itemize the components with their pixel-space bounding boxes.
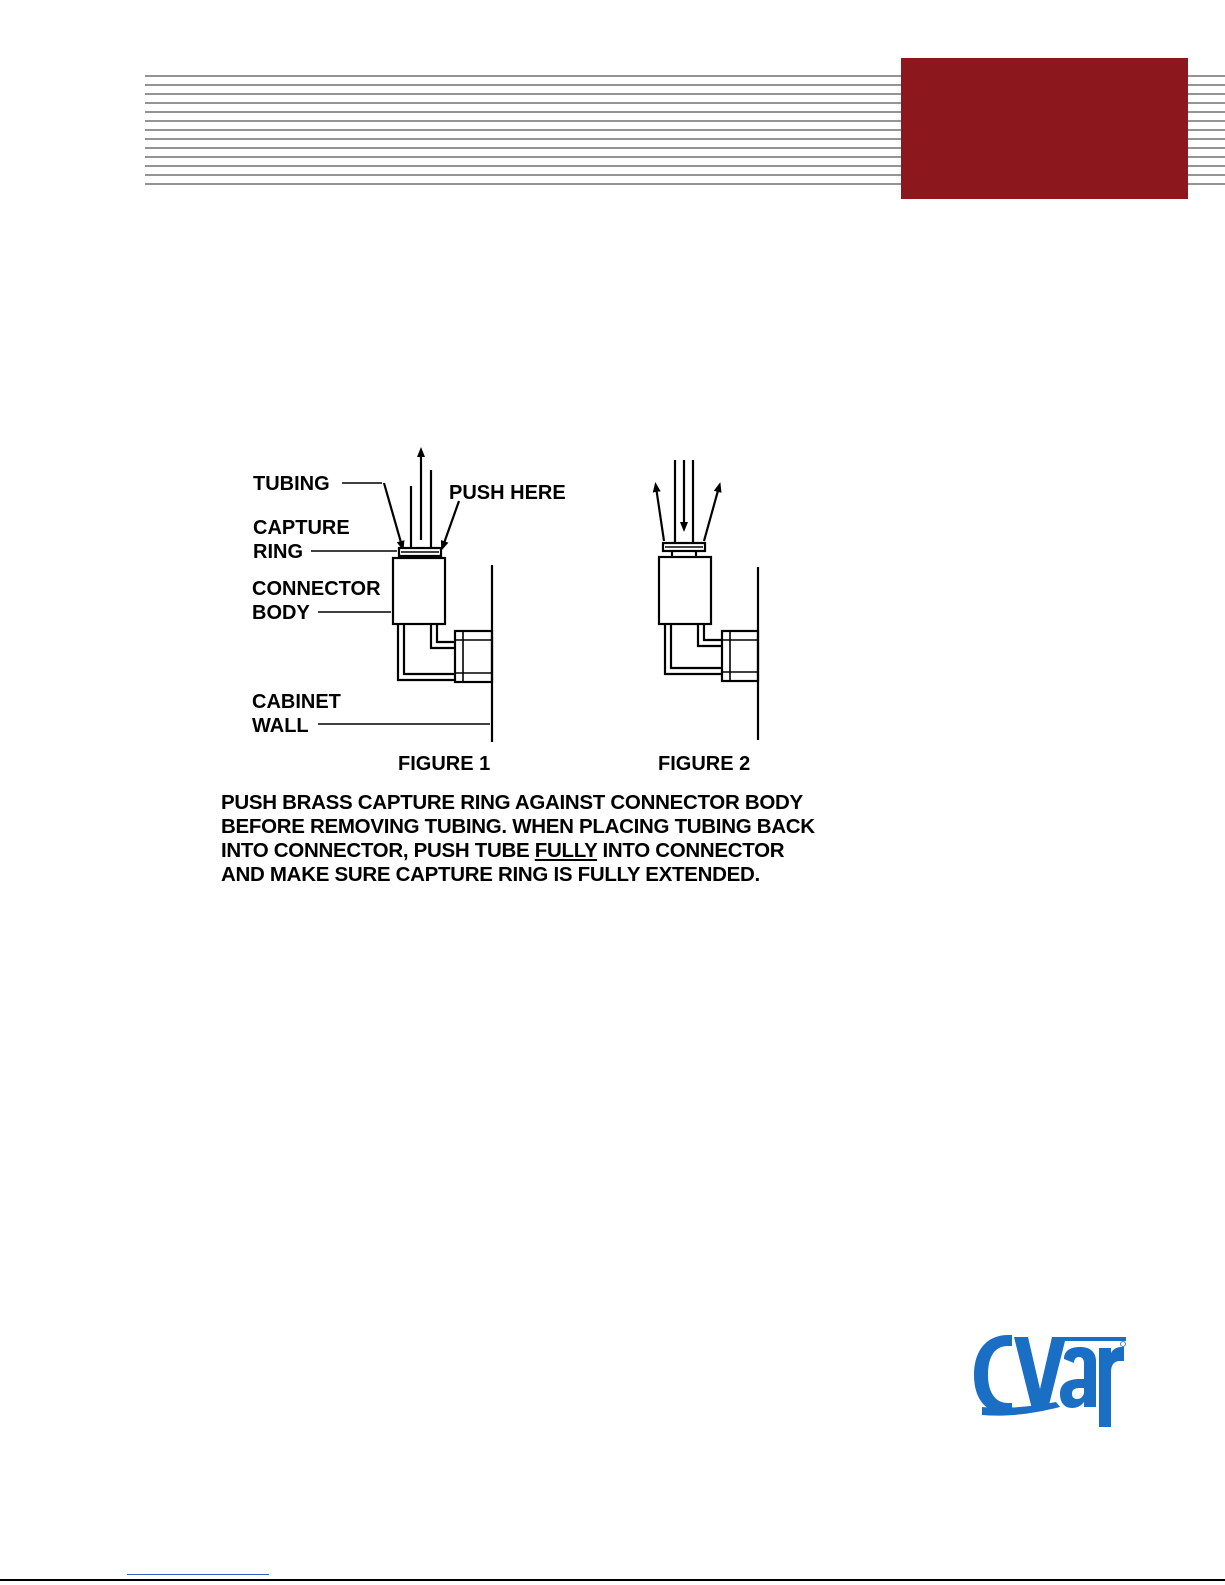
figure-1-caption: FIGURE 1: [398, 753, 491, 775]
instructions-line-3-c: INTO CONNECTOR: [597, 839, 785, 862]
instructions-line-1: PUSH BRASS CAPTURE RING AGAINST CONNECTOR BODY: [221, 791, 803, 814]
connector-diagram: [0, 0, 1225, 790]
connector-body-label-line2: BODY: [252, 602, 310, 624]
push-here-label: PUSH HERE: [449, 482, 566, 504]
cvap-logo: [968, 1257, 1128, 1427]
instructions-text: [221, 791, 861, 887]
connector-body-label-line1: CONNECTOR: [252, 578, 381, 600]
capture-ring-label-line1: CAPTURE: [253, 517, 350, 539]
cabinet-wall-label-line1: CABINET: [252, 691, 341, 713]
instructions-line-3: [221, 839, 861, 863]
tubing-label: TUBING: [253, 473, 330, 495]
instructions-fully-emphasis: FULLY: [534, 839, 598, 862]
instructions-line-4: AND MAKE SURE CAPTURE RING IS FULLY EXTENDED.: [221, 863, 760, 886]
footer-rule: [0, 1579, 1225, 1581]
footer-link-underline: [127, 1574, 269, 1575]
figure-2-caption: FIGURE 2: [658, 753, 751, 775]
figure-2-drawing: [656, 460, 758, 740]
cabinet-wall-label-line2: WALL: [252, 715, 309, 737]
capture-ring-label-line2: RING: [253, 541, 303, 563]
instructions-line-2: BEFORE REMOVING TUBING. WHEN PLACING TUBING BACK: [221, 815, 815, 838]
instructions-line-3-a: INTO CONNECTOR, PUSH TUBE: [221, 839, 535, 862]
